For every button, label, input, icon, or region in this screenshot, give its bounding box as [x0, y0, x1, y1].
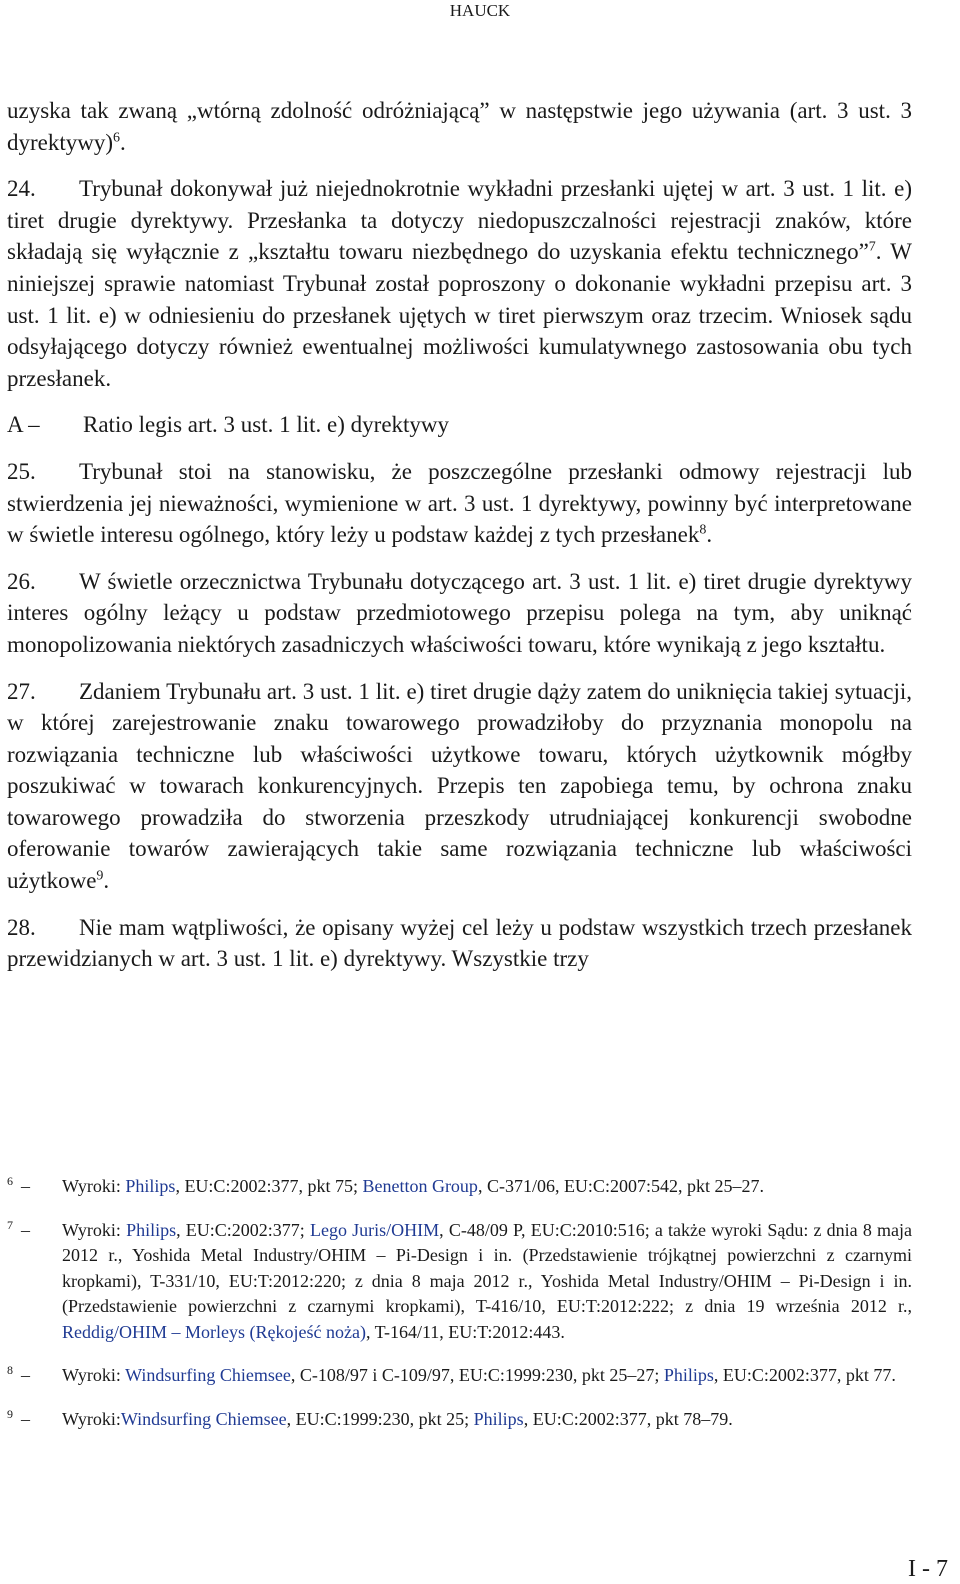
paragraph-number: 24. [7, 176, 36, 202]
case-link-philips[interactable]: Philips [473, 1408, 524, 1429]
footnote-6 [7, 1174, 912, 1200]
case-link-reddig-ohim[interactable]: Reddig/OHIM – Morleys (Rękojeść noża) [62, 1321, 366, 1342]
paragraph-end: . [120, 129, 126, 155]
section-heading-a [7, 409, 912, 441]
footnote-text: Wyroki: [62, 1365, 126, 1385]
paragraph-number: 26. [7, 568, 36, 594]
paragraph-text: Nie mam wątpliwości, że opisany wyżej cel leży u podstaw wszystkich trzech przesłanek przewidzianych w art. 3 ust. 1 lit. e) dyrektywy. Wszystkie trzy [7, 914, 912, 972]
paragraph-text: W świetle orzecznictwa Trybunału dotyczącego art. 3 ust. 1 lit. e) tiret drugie dyrektywy interes ogólny leżący u podstaw przedmiotowego przepisu polega na tym, aby uniknąć monopolizowania niektórych zasadniczych właściwości towaru, które wynikają z jego kształtu. [7, 568, 912, 657]
footnotes-section [7, 1174, 912, 1450]
paragraph-24 [7, 173, 912, 394]
footnote-text: Wyroki: [62, 1176, 126, 1196]
footnote-ref-9[interactable]: 9 [96, 868, 104, 884]
footnote-text: , EU:C:2002:377, pkt 77. [713, 1365, 896, 1385]
footnote-marker [7, 1407, 30, 1433]
footnote-ref-8[interactable]: 8 [699, 522, 707, 538]
case-link-windsurfing-chiemsee[interactable]: Windsurfing Chiemsee [125, 1365, 291, 1385]
case-link-philips[interactable]: Philips [126, 1219, 177, 1240]
case-link-benetton-group[interactable]: Benetton Group [362, 1176, 478, 1196]
paragraph-text: Trybunał stoi na stanowisku, że poszczególne przesłanki odmowy rejestracji lub stwierdzenia jej nieważności, wymienione w art. 3 ust. 1 dyrektywy, powinny być interpretowane w świetle interesu ogólnego, który leży u podstaw każdej z tych przesłanek [7, 458, 912, 548]
paragraph-text: Trybunał dokonywał już niejednokrotnie wykładni przesłanki ujętej w art. 3 ust. 1 lit. e) tiret drugie dyrektywy. Przesłanka ta dotyczy niedopuszczalności rejestracji znaków, które składają się wyłącznie z „kształtu towaru niezbędnego do uzyskania efektu technicznego” [7, 176, 912, 265]
footnote-text: , T-164/11, EU:T:2012:443. [365, 1321, 565, 1342]
footnote-dash: – [21, 1365, 30, 1385]
section-title: Ratio legis art. 3 ust. 1 lit. e) dyrektywy [83, 412, 450, 438]
case-link-lego-juris[interactable]: Lego Juris/OHIM [309, 1219, 440, 1240]
footnote-text: , EU:C:2002:377, pkt 78–79. [523, 1408, 733, 1429]
case-link-philips[interactable]: Philips [663, 1365, 714, 1385]
paragraph-intro [7, 95, 912, 158]
footnote-number: 6 [7, 1174, 13, 1188]
footnote-number: 7 [7, 1217, 13, 1232]
page-number: I - 7 [908, 1556, 948, 1582]
paragraph-text: uzyska tak zwaną „wtórną zdolność odróżniającą” w następstwie jego używania (art. 3 ust. 3 dyrektywy) [7, 98, 912, 155]
footnote-9 [7, 1407, 912, 1433]
paragraph-number: 27. [7, 678, 36, 704]
footnote-dash: – [21, 1176, 30, 1196]
footnote-ref-7[interactable]: 7 [868, 239, 876, 255]
paragraph-end: . [706, 522, 713, 548]
footnote-number: 9 [7, 1406, 13, 1421]
footnote-text: , C-371/06, EU:C:2007:542, pkt 25–27. [477, 1176, 764, 1196]
paragraph-25 [7, 456, 912, 551]
footnote-text: , EU:C:1999:230, pkt 25; [286, 1408, 474, 1429]
footnote-text: , C-48/09 P, EU:C:2010:516; a także wyroki Sądu: z dnia 8 maja 2012 r., Yoshida Metal Industry/OHIM – Pi-Design i in. (Przedstawienie trójkątnej powierzchni z czarnymi kropkami), T-331/10, EU:T:2012:220; z dnia 8 maja 2012 r., Yoshida Metal Industry/OHIM – Pi-Design i in. (Przedstawienie powierzchni z czarnymi kropkami), T-416/10, EU:T:2012:222; z dnia 19 września 2012 r., [62, 1219, 913, 1316]
footnote-number: 8 [7, 1363, 13, 1377]
paragraph-end: . [103, 868, 110, 894]
footnote-dash: – [21, 1408, 30, 1429]
footnote-dash: – [21, 1219, 30, 1240]
case-link-philips[interactable]: Philips [125, 1176, 176, 1196]
footnote-text: Wyroki: [62, 1408, 121, 1429]
section-letter: A – [7, 412, 40, 438]
footnote-text: Wyroki: [62, 1219, 127, 1240]
footnote-marker [7, 1363, 30, 1389]
paragraph-text-continued: . W niniejszej sprawie natomiast Trybunał został poproszony o dokonanie wykładni przepisu art. 3 ust. 1 lit. e) w odniesieniu do przesłanek ujętych w tiret pierwszym oraz trzecim. Wniosek sądu odsyłającego dotyczy również ewentualnej możliwości kumulatywnego zastosowania obu tych przesłanek. [7, 239, 913, 391]
paragraph-27 [7, 676, 912, 897]
paragraph-text: Zdaniem Trybunału art. 3 ust. 1 lit. e) tiret drugie dąży zatem do uniknięcia takiej sytuacji, w której zarejestrowanie znaku towarowego prowadziłoby do przyznania monopolu na rozwiązania techniczne lub właściwości użytkowe towaru, których użytkownik mógłby poszukiwać w towarach konkurencyjnych. Przepis ten zapobiega temu, by ochrona znaku towarowego prowadziła do stworzenia przeszkody utrudniającej konkurencji swobodne oferowanie towarów zawierających takie same rozwiązania techniczne lub właściwości użytkowe [7, 678, 912, 894]
paragraph-28 [7, 912, 912, 975]
case-link-windsurfing-chiemsee[interactable]: Windsurfing Chiemsee [120, 1408, 287, 1429]
footnote-text: , C-108/97 i C-109/97, EU:C:1999:230, pkt 25–27; [290, 1365, 664, 1385]
footnote-ref-6[interactable]: 6 [113, 129, 121, 145]
main-text [7, 95, 912, 975]
paragraph-number: 28. [7, 914, 36, 940]
footnote-text: , EU:C:2002:377, pkt 75; [175, 1176, 363, 1196]
paragraph-number: 25. [7, 458, 36, 484]
footnote-marker [7, 1218, 30, 1244]
footnote-7 [7, 1218, 912, 1346]
footnote-text: , EU:C:2002:377; [176, 1219, 310, 1240]
footnote-marker [7, 1174, 30, 1200]
paragraph-26 [7, 566, 912, 661]
running-header: HAUCK [449, 1, 511, 20]
footnote-8 [7, 1363, 912, 1389]
